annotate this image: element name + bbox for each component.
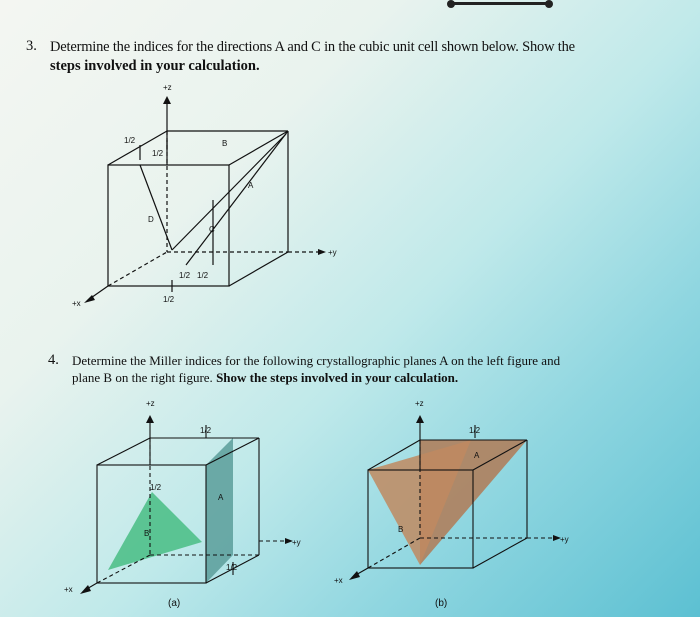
fig4a-axis-z-label: +z [146, 399, 155, 408]
question-4-line-2-normal: plane B on the right figure. [72, 370, 217, 385]
fig4a-fraction-2: 1/2 [150, 483, 162, 492]
fig3-label-d: D [148, 215, 154, 224]
fig3-axis-z-label: +z [163, 83, 172, 92]
fig4a-axis-x-label: +x [64, 585, 73, 594]
fig3-axis-y-label: +y [328, 248, 337, 257]
fig3-label-c: C [209, 225, 215, 234]
fig4a-axis-y-label: +y [292, 538, 301, 547]
question-4-number: 4. [48, 352, 59, 368]
question-4-line-2-bold: Show the steps involved in your calculation. [216, 370, 459, 385]
question-3-line-2: steps involved in your calculation. [50, 58, 260, 74]
fig4a-fraction-3: 1/2 [226, 563, 238, 572]
fig3-fraction-5: 1/2 [163, 295, 175, 304]
fig4b-plane-b-label: B [398, 525, 404, 534]
fig4a-plane-b-label: B [144, 529, 150, 538]
fig4b-fraction-1: 1/2 [469, 426, 481, 435]
fig3-label-b: B [222, 139, 228, 148]
fig3-fraction-4: 1/2 [197, 271, 209, 280]
figure-4a-caption: (a) [168, 598, 181, 609]
fig3-label-a: A [248, 181, 254, 190]
fig4b-axis-z-label: +z [415, 399, 424, 408]
fig4b-plane-a-label: A [474, 451, 480, 460]
fig4a-fraction-1: 1/2 [200, 426, 212, 435]
question-3-line-1: Determine the indices for the directions A and C in the cubic unit cell shown below. Show the [50, 39, 575, 55]
fig4a-plane-a-label: A [218, 493, 224, 502]
figure-4b-caption: (b) [435, 598, 448, 609]
fig4b-axis-x-label: +x [334, 576, 343, 585]
fig3-fraction-1: 1/2 [124, 136, 136, 145]
fig3-fraction-2: 1/2 [152, 149, 164, 158]
question-3-number: 3. [26, 38, 37, 54]
fig4b-axis-y-label: +y [560, 535, 569, 544]
question-4-line-1: Determine the Miller indices for the following crystallographic planes A on the left figure and [72, 353, 561, 368]
fig3-axis-x-label: +x [72, 299, 81, 308]
fig3-fraction-3: 1/2 [179, 271, 191, 280]
